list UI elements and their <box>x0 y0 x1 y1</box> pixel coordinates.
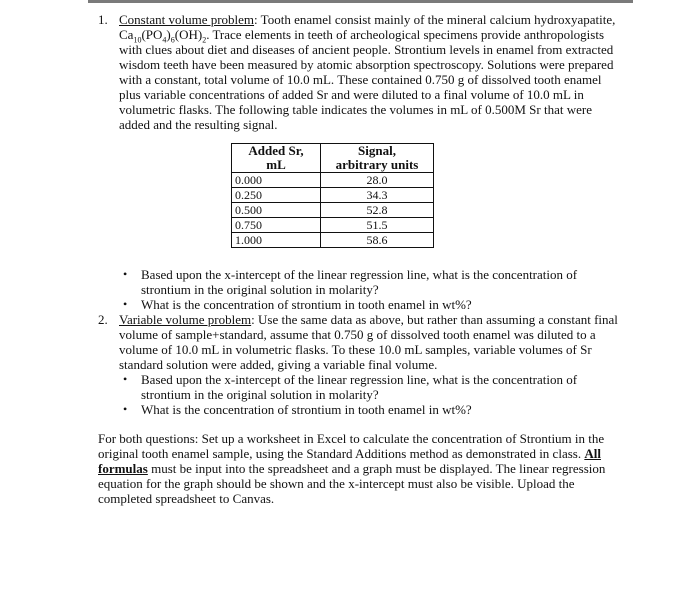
formula-sub-6: 6 <box>170 35 175 45</box>
formula-sub-4: 4 <box>162 35 167 45</box>
question-1-text <box>119 12 615 132</box>
question-2-text <box>119 312 618 372</box>
page-top-border <box>88 0 633 3</box>
data-table-wrapper <box>231 143 618 248</box>
header-added-sr <box>232 144 321 173</box>
list-item <box>120 372 618 402</box>
cell-added-sr: 0.250 <box>232 188 321 203</box>
table-header-row <box>232 144 434 173</box>
list-item <box>120 402 618 417</box>
document-body <box>98 12 618 506</box>
question-1-text-c: ) <box>166 27 171 42</box>
cell-added-sr: 0.000 <box>232 173 321 188</box>
cell-added-sr: 1.000 <box>232 233 321 248</box>
cell-signal: 34.3 <box>321 188 434 203</box>
question-1-text-a: : Tooth enamel consist mainly of the mineral calcium hydroxyapatite, Ca <box>119 12 616 42</box>
table-row <box>232 218 434 233</box>
question-2-number: 2. <box>98 312 108 327</box>
cell-added-sr: 0.500 <box>232 203 321 218</box>
question-1-text-e: . Trace elements in teeth of archeological specimens provide anthropologists with clues about diet and diseases of ancient people. Strontium levels in enamel from extracted wisdom teeth have been measured by atomic absorption spectroscopy. Solutions were prepared with a constant, total volume of 10.0 mL. These contained 0.750 g of dissolved tooth enamel plus variable concentrations of added Sr and were diluted to a final volume of 10.0 mL in volumetric flasks. The following table indicates the volumes in mL of 0.500M Sr that were added and the resulting signal. <box>119 27 614 132</box>
instructions-paragraph <box>98 431 618 506</box>
header-signal-line2: arbitrary units <box>335 157 419 172</box>
list-item <box>120 297 618 312</box>
question-1-title: Constant volume problem <box>119 12 255 27</box>
question-1 <box>98 12 618 132</box>
header-signal-line1: Signal, <box>358 143 396 158</box>
question-2-bullets <box>120 372 618 417</box>
bullet-text: What is the concentration of strontium in tooth enamel in wt%? <box>141 402 472 417</box>
sr-signal-table <box>231 143 434 248</box>
cell-signal: 28.0 <box>321 173 434 188</box>
cell-added-sr: 0.750 <box>232 218 321 233</box>
table-row <box>232 203 434 218</box>
instructions-text-a: For both questions: Set up a worksheet in Excel to calculate the concentration of Strontium in the original tooth enamel sample, using the Standard Additions method as demonstrated in class. <box>98 431 605 461</box>
question-1-bullets <box>120 267 618 312</box>
table-row <box>232 233 434 248</box>
header-added-sr-line2: mL <box>266 157 286 172</box>
bullet-icon: • <box>123 372 128 386</box>
table-row <box>232 188 434 203</box>
question-2 <box>98 312 618 372</box>
formula-sub-2: 2 <box>202 35 207 45</box>
question-1-text-d: (OH) <box>174 27 203 42</box>
question-2-body: : Use the same data as above, but rather than assuming a constant final volume of sample+standard, assume that 0.750 g of dissolved tooth enamel was diluted to a volume of 10.0 mL in volumetric flasks. To these 10.0 mL samples, variable volumes of Sr standard solution were added, giving a variable final volume. <box>119 312 618 372</box>
instructions-text-b: must be input into the spreadsheet and a graph must be displayed. The linear regression equation for the graph should be shown and the x-intercept must also be visible. Upload the completed spreadsheet to Canvas. <box>98 461 606 506</box>
cell-signal: 51.5 <box>321 218 434 233</box>
cell-signal: 58.6 <box>321 233 434 248</box>
bullet-text: What is the concentration of strontium in tooth enamel in wt%? <box>141 297 472 312</box>
bullet-text: Based upon the x-intercept of the linear regression line, what is the concentration of strontium in the original solution in molarity? <box>141 267 578 297</box>
table-row <box>232 173 434 188</box>
question-2-title: Variable volume problem <box>119 312 252 327</box>
bullet-icon: • <box>123 267 128 281</box>
cell-signal: 52.8 <box>321 203 434 218</box>
bullet-icon: • <box>123 297 128 311</box>
header-added-sr-line1: Added Sr, <box>248 143 304 158</box>
bullet-text: Based upon the x-intercept of the linear regression line, what is the concentration of strontium in the original solution in molarity? <box>141 372 578 402</box>
header-signal <box>321 144 434 173</box>
question-1-text-b: (PO <box>141 27 163 42</box>
instructions-emphasis: All formulas <box>98 446 601 476</box>
question-1-number: 1. <box>98 12 108 27</box>
formula-sub-10: 10 <box>133 35 142 45</box>
list-item <box>120 267 618 297</box>
bullet-icon: • <box>123 402 128 416</box>
